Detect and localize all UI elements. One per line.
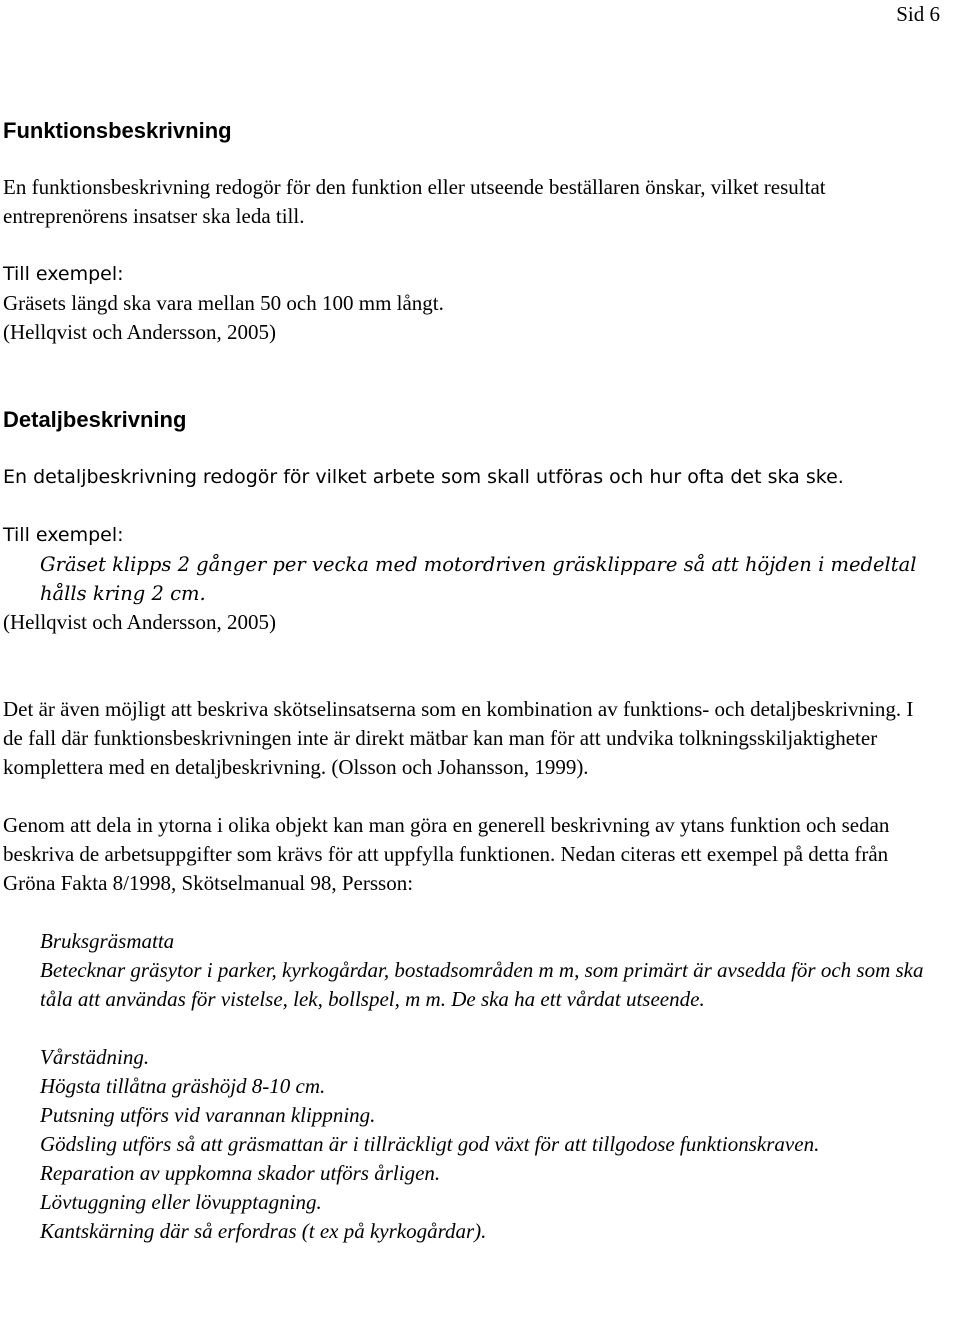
combination-paragraph: Det är även möjligt att beskriva skötselinsatserna som en kombination av funktions- och detaljbeskrivning. I de fall där funktionsbeskrivningen inte är direkt mätbar kan man för att undvika tolkningsskiljaktigheter komplettera med en detaljbeskrivning. (Olsson och Johansson, 1999). xyxy=(3,697,914,779)
page-number: Sid 6 xyxy=(896,2,940,26)
list-item: Kantskärning där så erfordras (t ex på kyrkogårdar). xyxy=(40,1219,487,1243)
document-body xyxy=(3,116,933,1246)
funktion-citation: (Hellqvist och Andersson, 2005) xyxy=(3,320,276,344)
quote-title: Bruksgräsmatta xyxy=(40,929,175,953)
funktion-example-label: Till exempel: xyxy=(3,263,124,285)
section-heading-detaljbeskrivning: Detaljbeskrivning xyxy=(3,407,187,432)
detalj-citation: (Hellqvist och Andersson, 2005) xyxy=(3,610,276,634)
list-item: Putsning utförs vid varannan klippning. xyxy=(40,1103,376,1127)
detalj-paragraph: En detaljbeskrivning redogör för vilket arbete som skall utföras och hur ofta det ska ske. xyxy=(3,466,844,488)
detalj-example-label: Till exempel: xyxy=(3,524,124,546)
list-item: Lövtuggning eller lövupptagning. xyxy=(40,1190,322,1214)
list-item: Reparation av uppkomna skador utförs årligen. xyxy=(40,1161,441,1185)
quoted-example xyxy=(3,927,933,1246)
section-heading-funktionsbeskrivning: Funktionsbeskrivning xyxy=(3,118,232,143)
list-item: Högsta tillåtna gräshöjd 8-10 cm. xyxy=(40,1074,326,1098)
list-item: Vårstädning. xyxy=(40,1045,150,1069)
quote-description: Betecknar gräsytor i parker, kyrkogårdar, bostadsområden m m, som primärt är avsedda för och som ska tåla att användas för vistelse, lek, bollspel, m m. De ska ha ett vårdat utseende. xyxy=(40,958,924,1011)
list-item: Gödsling utförs så att gräsmattan är i tillräckligt god växt för att tillgodose funktionskraven. xyxy=(40,1132,820,1156)
division-paragraph: Genom att dela in ytorna i olika objekt kan man göra en generell beskrivning av ytans funktion och sedan beskriva de arbetsuppgifter som krävs för att uppfylla funktionen. Nedan citeras ett exempel på detta från Gröna Fakta 8/1998, Skötselmanual 98, Persson: xyxy=(3,813,890,895)
detalj-example-text: Gräset klipps 2 gånger per vecka med motordriven gräsklippare så att höjden i medeltal hålls kring 2 cm. xyxy=(40,553,917,605)
funktion-example-text: Gräsets längd ska vara mellan 50 och 100 mm långt. xyxy=(3,291,444,315)
funktion-paragraph: En funktionsbeskrivning redogör för den funktion eller utseende beställaren önskar, vilket resultat entreprenörens insatser ska leda till. xyxy=(3,175,826,228)
